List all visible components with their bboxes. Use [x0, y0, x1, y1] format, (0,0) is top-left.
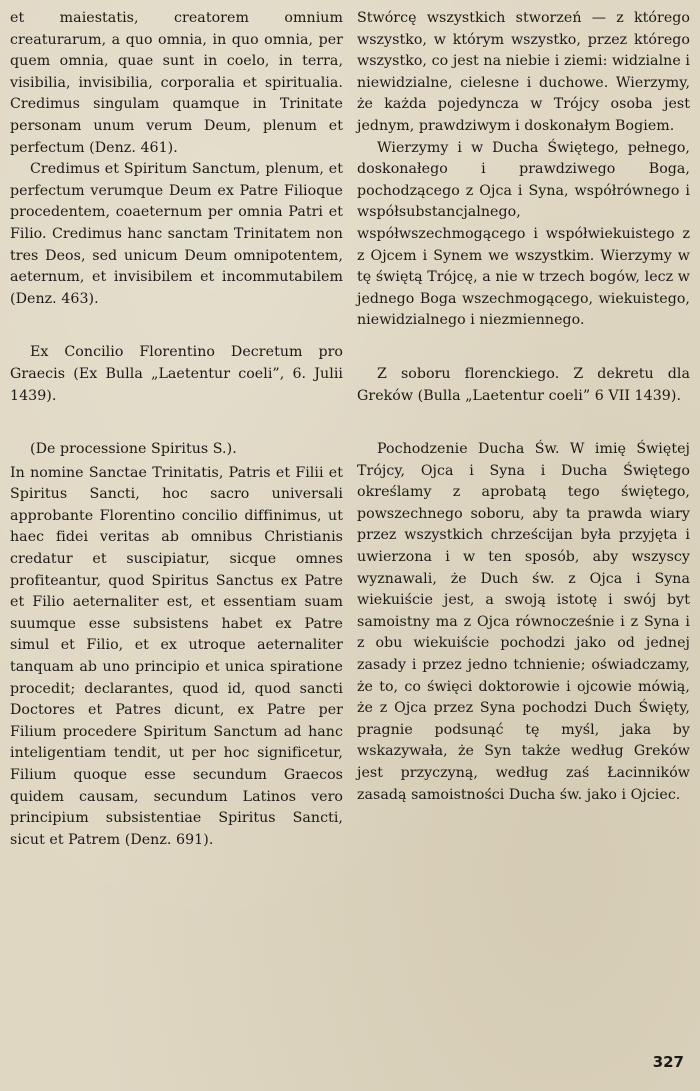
polish-paragraph-3: Pochodzenie Ducha Św. W imię Świętej Trójcy, Ojca i Syna i Ducha Świętego określamy z aprobatą tego świętego, powszechnego soboru, aby ta prawda wiary przez wszystkich chrześcijan była przyjęta i uwierzona i w ten sposób, aby wszyscy wyznawali, że Duch św. z Ojca i Syna wiekuiście jest, a swoją istotę i swój byt samoistny ma z Ojca równocześnie i z Syna i z obu wiekuiście pochodzi jako od jednej zasady i przez jedno tchnienie; oświadczamy, że to, co święci doktorowie i ojcowie mówią, że z Ojca przez Syna pochodzi Duch Święty, pragnie podsunąć tę myśl, jaka by wskazywała, że Syn także według Greków jest przyczyną, według zaś Łacinników zasadą samoistności Ducha św. jako i Ojciec. — [357, 441, 690, 803]
polish-source-heading: Z soboru florenckiego. Z dekretu dla Greków (Bulla „Laetentur coeli” 6 VII 1439). — [357, 365, 690, 404]
latin-column — [10, 8, 343, 851]
polish-paragraph-2: Wierzymy i w Ducha Świętego, pełnego, doskonałego i prawdziwego Boga, pochodzącego z Ojca i Syna, współrównego i współsubstancjalnego, współwszechmogącego i współwiekuistego z z Ojcem i Synem we wszystkim. Wierzymy w tę świętą Trójcę, a nie w trzech bogów, lecz w jednego Boga wszechmogącego, wiekuistego, niewidzialnego i niezmiennego. — [357, 139, 690, 329]
page-number: 327 — [652, 1053, 684, 1071]
latin-paragraph-3: In nomine Sanctae Trinitatis, Patris et Filii et Spiritus Sancti, hoc sacro universali approbante Florentino concilio diffinimus, ut haec fidei veritas ab omnibus Christianis credatur et suscipiatur, sicque omnes profiteantur, quod Spiritus Sanctus ex Patre et Filio aeternaliter est, et essentiam suam suumque esse subsistens habet ex Patre simul et Filio, et ex utroque aeternaliter tanquam ab uno principio et unica spiratione procedit; declarantes, quod id, quod sancti Doctores et Patres dicunt, ex Patre per Filium procedere Spiritum Sanctum ad hanc inteligentiam tendit, ut per hoc significetur, Filium quoque esse secundum Graecos quidem causam, secundum Latinos vero principium subsistentiae Spiritus Sancti, sicut et Patrem (Denz. 691). — [10, 464, 343, 848]
latin-section-title: (De processione Spiritus S.). — [30, 441, 237, 458]
polish-column — [357, 8, 690, 851]
latin-paragraph-2: Credimus et Spiritum Sanctum, plenum, et perfectum verumque Deum ex Patre Filioque procedentem, coaeternum per omnia Patri et Filio. Credimus hanc sanctam Trinitatem non tres Deos, sed unicum Deum omnipotentem, aeternum, et invisibilem et incommutabilem (Denz. 463). — [10, 161, 343, 307]
latin-source-heading: Ex Concilio Florentino Decretum pro Graecis (Ex Bulla „Laetentur coeli”, 6. Julii 1439). — [10, 344, 343, 404]
two-column-text — [10, 8, 690, 851]
polish-paragraph-1: Stwórcę wszystkich stworzeń — z którego wszystko, w którym wszystko, przez którego wszystko, co jest na niebie i ziemi: widzialne i niewidzialne, cielesne i duchowe. Wierzymy, że każda pojedyncza w Trójcy osoba jest jednym, prawdziwym i doskonałym Bogiem. — [357, 10, 690, 134]
latin-paragraph-1: et maiestatis, creatorem omnium creaturarum, a quo omnia, in quo omnia, per quem omnia, quae sunt in coelo, in terra, visibilia, invisibilia, corporalia et spiritualia. Credimus singulam quamque in Trinitate personam unum verum Deum, plenum et perfectum (Denz. 461). — [10, 10, 343, 156]
